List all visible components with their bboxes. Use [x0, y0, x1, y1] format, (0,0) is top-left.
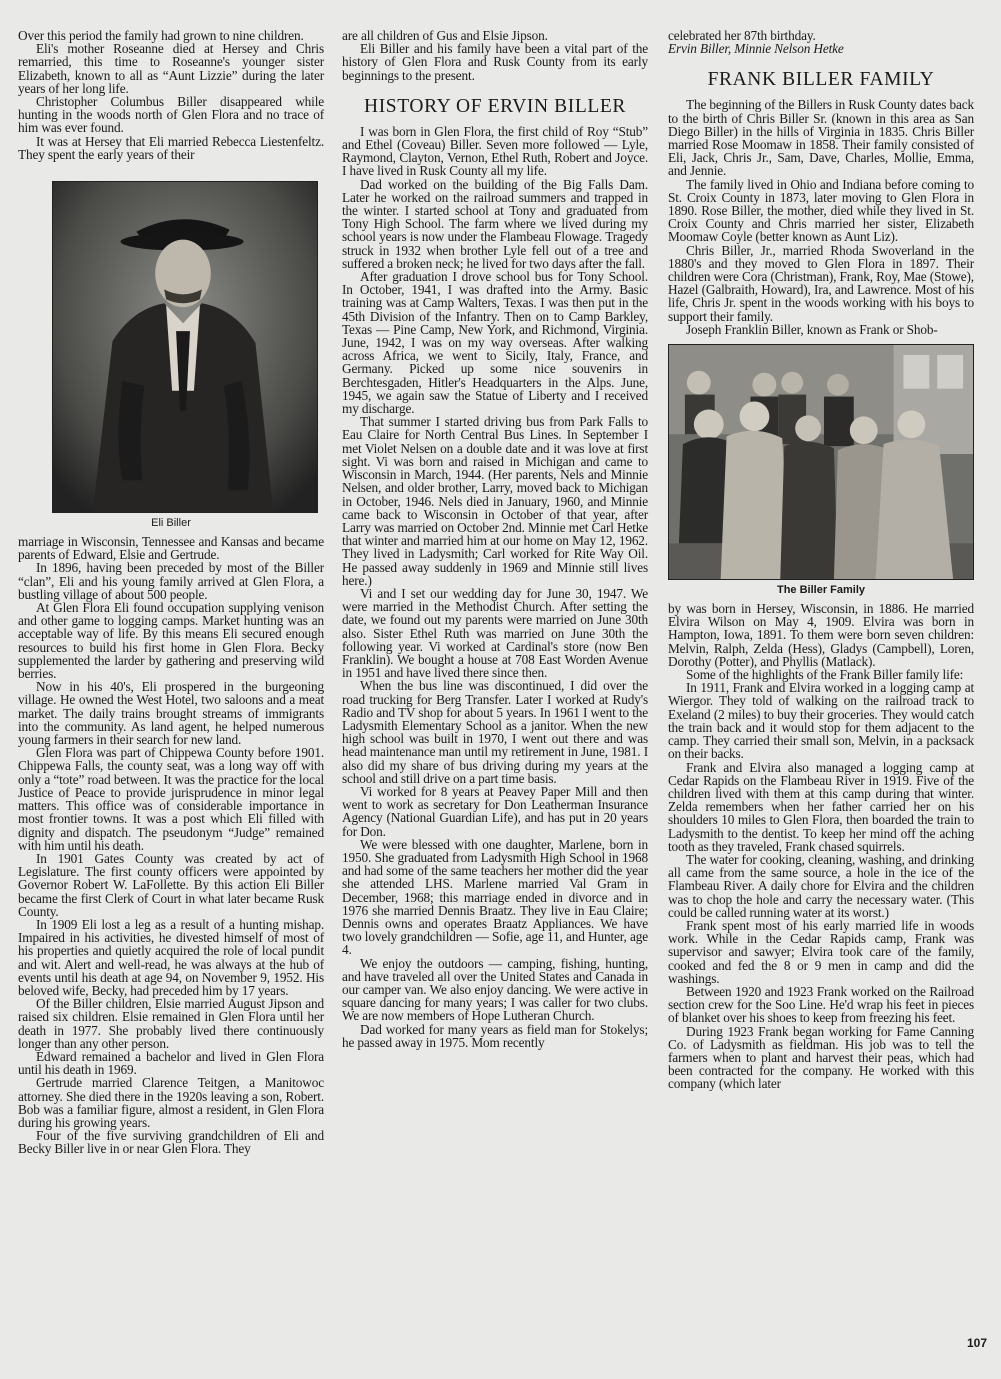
paragraph: Vi worked for 8 years at Peavey Paper Mill and then went to work as secretary for Don Leatherman Insurance Agency (National Guardian Life), and has put in 20 years for Don. [342, 783, 648, 839]
frank-biller-heading: FRANK BILLER FAMILY [707, 69, 935, 91]
paragraph: In 1909 Eli lost a leg as a result of a hunting mishap. Impaired in his activities, he divested himself of most of his properties and quietly acquired the role of local pundit and wit. Alert and well-read, he was always at the hub of events until his death at age 94, on November 9, 1952. His beloved wife, Becky, had preceded him by 17 years. [18, 916, 324, 998]
paragraph: Four of the five surviving grandchildren of Eli and Becky Biller live in or near Glen Flora. They [18, 1128, 324, 1157]
paragraph: Between 1920 and 1923 Frank worked on the Railroad section crew for the Soo Line. He'd wrap his feet in pieces of blanket over his shoes to keep from freezing his feet. [668, 983, 974, 1026]
paragraph: During 1923 Frank began working for Fame Canning Co. of Ladysmith as fieldman. His job was to tell the farmers when to plant and harvest their peas, which had been contracted for the company. He worked with this company (which later [668, 1023, 974, 1092]
ervin-biller-heading: HISTORY OF ERVIN BILLER [364, 95, 626, 117]
biller-family-photo [668, 344, 974, 580]
paragraph: Dad worked on the building of the Big Falls Dam. Later he worked on the railroad summers and trapped in the winter. I started school at Tony and graduated from Tony High School. The farm where we lived during my school years is now under the Flambeau Flowage. Tragedy struck in 1932 when brother Lyle fell out of a tree and suffered a broken neck; he lived for two days after the fall. [342, 176, 648, 271]
paragraph: Eli's mother Roseanne died at Hersey and Chris remarried, this time to Roseanne's younger sister Elizabeth, known to all as “Aunt Lizzie” during the later years of her long life. [18, 41, 324, 96]
paragraph: Over this period the family had grown to nine children. [18, 28, 304, 43]
article-byline: Ervin Biller, Minnie Nelson Hetke [668, 41, 844, 57]
paragraph: Eli Biller and his family have been a vital part of the history of Glen Flora and Rusk County from its early beginnings to the present. [342, 41, 648, 83]
paragraph: I was born in Glen Flora, the first child of Roy “Stub” and Ethel (Coveau) Biller. Seven more followed — Lyle, Raymond, Clayton, Vernon, Ethel Ruth, Robert and Joyce. I have lived in Rusk County all my life. [342, 123, 648, 179]
paragraph: The water for cooking, cleaning, washing, and drinking all came from the same source, a hole in the ice of the Flambeau River. A daily chore for Elvira and the children was to chop the hole and carry the necessary water. (This could be called running water at its worst.) [668, 851, 974, 920]
paragraph: We enjoy the outdoors — camping, fishing, hunting, and have traveled all over the United States and Canada in our camper van. We also enjoy dancing. We were active in square dancing for many years; I was caller for two clubs. We are now members of Hope Lutheran Church. [342, 955, 648, 1024]
paragraph: are all children of Gus and Elsie Jipson. [342, 28, 548, 43]
paragraph: After graduation I drove school bus for Tony School. In October, 1941, I was drafted into the Army. Basic training was at Camp Walters, Texas. I was then put in the 45th Division of the Infantry. Then on to Camp Barkley, Texas — Pine Camp, New York, and Richmond, Virginia. June, 1942, I was on my way overseas. After walking across Africa, we went to Sicily, Italy, France, and Germany. Picked up some nice souvenirs in Berchtesgaden, Hitler's Headquarters in the Alps. June, 1945, we again saw the Statue of Liberty and I received my discharge. [342, 269, 648, 417]
paragraph: Dad worked for many years as field man for Stokelys; he passed away in 1975. Mom recently [342, 1021, 648, 1050]
paragraph: Some of the highlights of the Frank Biller family life: [686, 667, 964, 683]
paragraph: Chris Biller, Jr., married Rhoda Swoverland in the 1880's and they moved to Glen Flora in 1897. Their children were Cora (Christman), Frank, Roy, Mae (Stowe), Hazel (Galbraith, Howard), Ira, and Lawrence. Most of his life, Chris Jr. spent in the woods working with his boys to support their family. [668, 242, 974, 324]
paragraph: At Glen Flora Eli found occupation supplying venison and other game to logging camps. Market hunting was an acceptable way of life. By this means Eli secured enough resources to build his first home in Glen Flora. Becky supplemented the larder by gathering and preserving wild berries. [18, 600, 324, 682]
paragraph: The beginning of the Billers in Rusk County dates back to the birth of Chris Biller Sr. (known in this area as San Diego Biller) in the hills of Virginia in 1835. Chris Biller married Rose Moomaw in 1858. Their family consisted of Eli, Jack, Chris Jr., Sam, Dave, Charles, Mollie, Emma, and Jennie. [668, 97, 974, 179]
paragraph: Gertrude married Clarence Teitgen, a Manitowoc attorney. She died there in the 1920s leaving a son, Robert. Bob was a familiar figure, almost a resident, in Glen Flora during his growing years. [18, 1075, 324, 1130]
paragraph: In 1896, having been preceded by most of the Biller “clan”, Eli and his young family arrived at Glen Flora, a bustling village of about 500 people. [18, 560, 324, 602]
paragraph: When the bus line was discontinued, I did over the road trucking for Berg Transfer. Later I worked at Rudy's Radio and TV shop for about 5 years. In 1961 I went to the Ladysmith Elementary School as a janitor. When the new high school was built in 1970, I went out there and was head maintenance man until my retirement in June, 1981. I also did my share of bus driving during my years at the school and still drive on a part time basis. [342, 678, 648, 786]
paragraph: The family lived in Ohio and Indiana before coming to St. Croix County in 1873, later moving to Glen Flora in 1890. Rose Biller, the mother, died while they lived in St. Croix County and Chris married her sister, Elizabeth Moomaw Coyle (better known as Aunt Liz). [668, 176, 974, 245]
paragraph: Vi and I set our wedding day for June 30, 1947. We were married in the Methodist Church. After setting the date, we found out my parents were married on June 30th also. Sister Ethel Ruth was married on June 30th the following year. Vi worked at Cardinal's store (now Ben Franklin). We bought a house at 708 East Worden Avenue in 1951 and have lived there since then. [342, 585, 648, 681]
paragraph: Christopher Columbus Biller disappeared while hunting in the woods north of Glen Flora and no trace of him was ever found. [18, 94, 324, 136]
paragraph: marriage in Wisconsin, Tennessee and Kansas and became parents of Edward, Elsie and Gertrude. [18, 534, 324, 563]
paragraph: Now in his 40's, Eli prospered in the burgeoning village. He owned the West Hotel, two saloons and a meat market. The daily trains brought streams of immigrants into the community. As land agent, he helped numerous young farmers in their search for new land. [18, 679, 324, 748]
paragraph: That summer I started driving bus from Park Falls to Eau Claire for North Central Bus Lines. In September I met Violet Nelsen on a double date and it was love at first sight. Vi was born and raised in Michigan and came to Wisconsin in March, 1944. (Her parents, Nels and Minnie Nelsen, and older brother, Larry, moved back to Michigan in October, 1946. Nels died in January, 1960, and Minnie came back to Wisconsin in October of that year, after Larry was married on October 2nd. Minnie met Carl Hetke that winter and married him at our home on May 12, 1962. They lived in Ladysmith; Carl worked for Rite Way Oil. He passed away suddenly in 1969 and Minnie still lives here.) [342, 414, 648, 588]
paragraph: It was at Hersey that Eli married Rebecca Liestenfeltz. They spent the early years of their [18, 133, 324, 162]
col2-text-before [342, 29, 648, 82]
paragraph: Of the Biller children, Elsie married August Jipson and raised six children. Elsie remained in Glen Flora until her death in 1977. She probably lived there continuously longer than any other person. [18, 996, 324, 1051]
col2-text-after [342, 125, 648, 1049]
paragraph: In 1901 Gates County was created by act of Legislature. The first county officers were appointed by Governor Robert W. LaFollette. By this action Eli Biller became the first Clerk of Court in what later became Rusk County. [18, 850, 324, 919]
eli-biller-photo [52, 181, 318, 513]
paragraph: We were blessed with one daughter, Marlene, born in 1950. She graduated from Ladysmith High School in 1968 and had some of the same teachers her mother did the year she attended LHS. Marlene married Val Gram in December, 1968; this marriage ended in divorce and in 1976 she married Dennis Braatz. They live in Eau Claire; Dennis owns and operates Braatz Appliances. We have two lovely grandchildren — Sofie, age 11, and Hunter, age 4. [342, 836, 648, 958]
paragraph: In 1911, Frank and Elvira worked in a logging camp at Wiergor. They told of walking on the railroad track to Exeland (2 miles) to buy their groceries. They would catch the train back and it would stop for them adjacent to the camp. They carried their small son, Melvin, in a packsack on their backs. [668, 680, 974, 762]
col1-text-after [18, 535, 324, 1156]
eli-biller-caption: Eli Biller [151, 517, 191, 530]
paragraph: Frank and Elvira also managed a logging camp at Cedar Rapids on the Flambeau River in 1919. Five of the children lived with them at this camp during that winter. Zelda remembers when her father carried her on his shoulders 10 miles to Glen Flora, then boarded the train to Ladysmith to the dentist. To keep her mind off the aching tooth as they traveled, Frank chased squirrels. [668, 759, 974, 854]
paragraph: Joseph Franklin Biller, known as Frank or Shob- [686, 321, 938, 337]
paragraph: by was born in Hersey, Wisconsin, in 1886. He married Elvira Wilson on May 4, 1909. Elvira was born in Hampton, Iowa, 1891. To them were born seven children: Melvin, Ralph, Zelda (Hess), Gladys (Campbell), Loren, Dorothy (Potter), and Phyllis (Matlack). [668, 601, 974, 669]
paragraph: celebrated her 87th birthday. [668, 28, 816, 43]
col3-text-after [668, 602, 974, 1091]
biller-family-caption: The Biller Family [776, 584, 866, 597]
page-number: 107 [966, 1336, 987, 1350]
paragraph: Edward remained a bachelor and lived in Glen Flora until his death in 1969. [18, 1048, 324, 1078]
column-2 [342, 29, 648, 1049]
col1-text-before [18, 29, 324, 161]
column-1 [18, 29, 324, 1156]
column-3 [668, 29, 974, 1091]
paragraph: Glen Flora was part of Chippewa County before 1901. Chippewa Falls, the county seat, was a long way off with only a “tote” road between. It was the practice for the local Justice of Peace to provide jurisprudence in minor legal matters. This office was of considerable importance in most frontier towns. It was a post which Eli filled with dignity and dispatch. The pseudonym “Judge” remained with him until his death. [18, 745, 324, 853]
col3-text-mid [668, 98, 974, 336]
paragraph: Frank spent most of his early married life in woods work. While in the Cedar Rapids camp, Frank was supervisor and sawyer; Elvira took care of the family, cooked and fed the 8 or 9 men in camp and did the washings. [668, 917, 974, 986]
